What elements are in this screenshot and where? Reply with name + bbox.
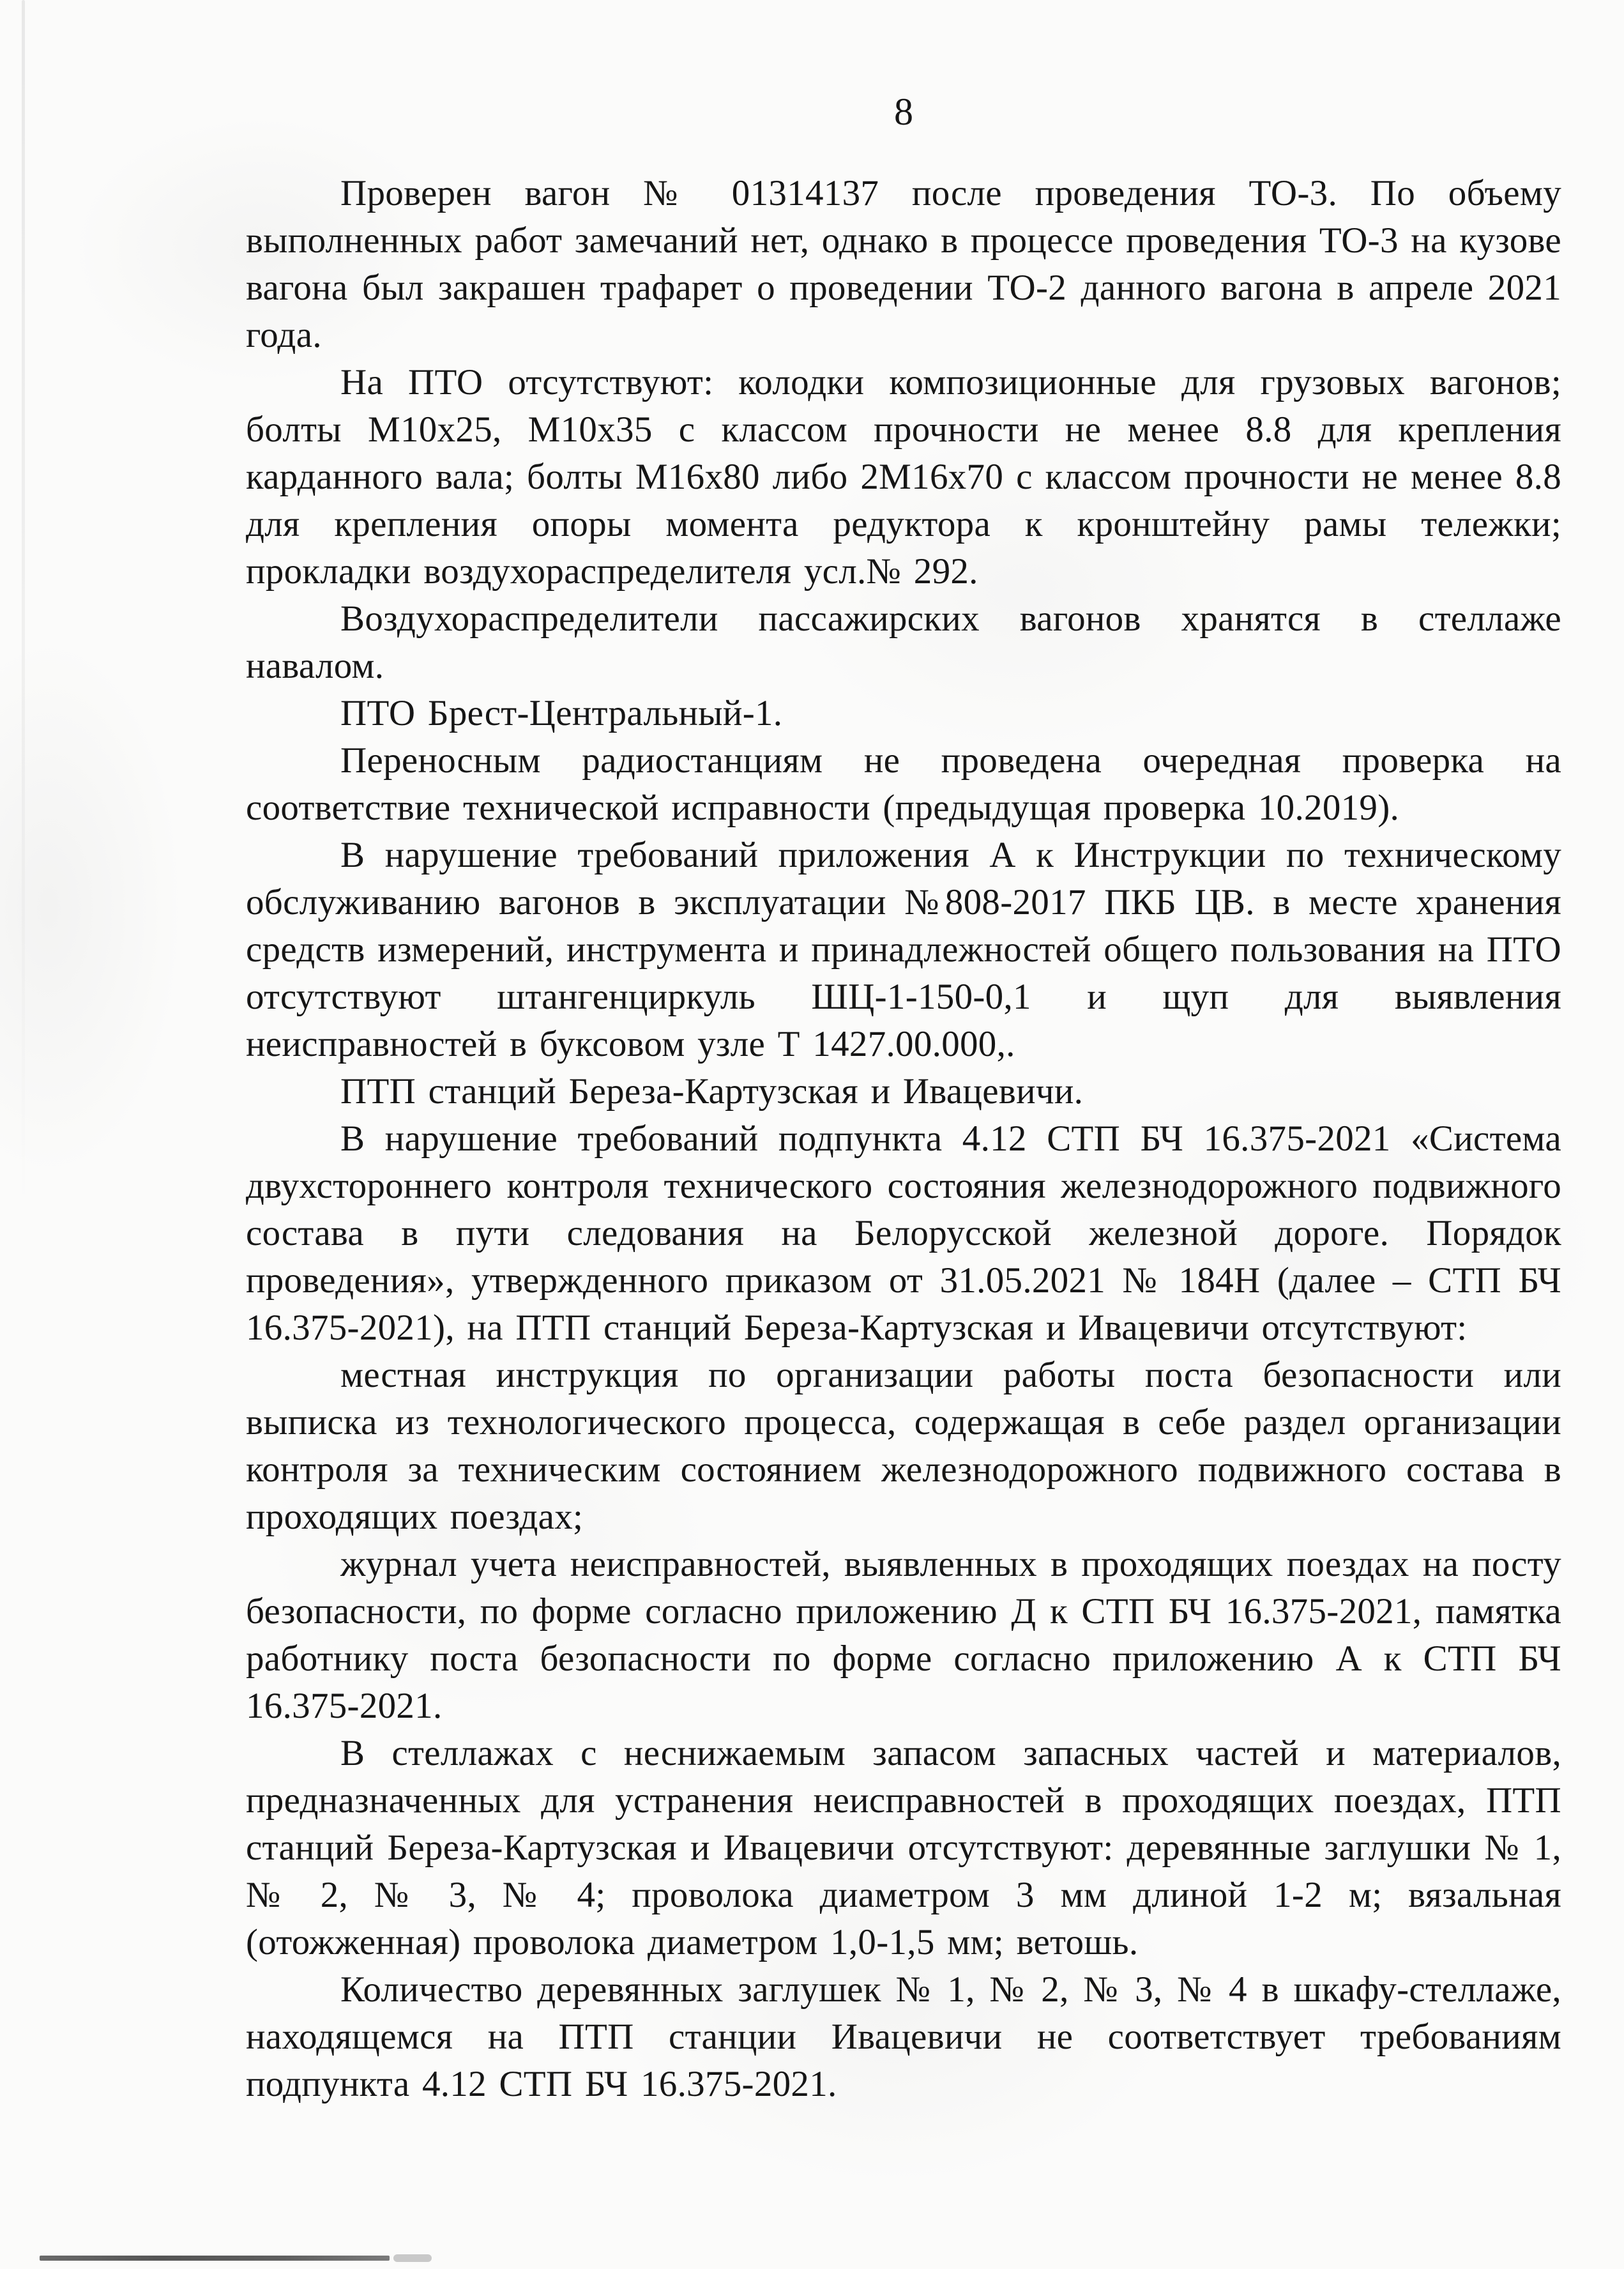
paragraph: Проверен вагон № 01314137 после проведения ТО-3. По объему выполненных работ замечаний нет, однако в процессе проведения ТО-3 на кузове вагона был закрашен трафарет о проведении ТО-2 данного вагона в апреле 2021 года. (246, 173, 1562, 355)
scan-artifact-bottom-line-tail (393, 2254, 432, 2262)
paragraph: местная инструкция по организации работы поста безопасности или выписка из технологического процесса, содержащая в себе раздел организации контроля за техническим состоянием железнодорожного подвижного состава в проходящих поездах; (246, 1355, 1561, 1537)
page-number: 8 (894, 91, 913, 133)
paragraph: Воздухораспределители пассажирских вагонов хранятся в стеллаже навалом. (246, 599, 1561, 686)
paragraph: Переносным радиостанциям не проведена очередная проверка на соответствие технической исправности (предыдущая проверка 10.2019). (246, 740, 1561, 828)
paragraph: журнал учета неисправностей, выявленных в проходящих поездах на посту безопасности, по форме согласно приложению Д к СТП БЧ 16.375-2021, памятка работнику поста безопасности по форме согласно приложению А к СТП БЧ 16.375-2021. (246, 1544, 1561, 1726)
paragraph: ПТП станций Береза-Картузская и Ивацевичи. (340, 1071, 1084, 1112)
paragraph: В стеллажах с неснижаемым запасом запасных частей и материалов, предназначенных для устранения неисправностей в проходящих поездах, ПТП станций Береза-Картузская и Ивацевичи отсутствуют: деревянные заглушки № 1, № 2, № 3, № 4; проволока диаметром 3 мм длиной 1-2 м; вязальная (отожженная) проволока диаметром 1,0-1,5 мм; ветошь. (246, 1733, 1561, 1962)
document-body (246, 170, 1561, 2108)
scan-artifact-left-streak (22, 0, 25, 1214)
paragraph: Количество деревянных заглушек № 1, № 2, № 3, № 4 в шкафу-стеллаже, находящемся на ПТП станции Ивацевичи не соответствует требованиям подпункта 4.12 СТП БЧ 16.375-2021. (246, 1969, 1561, 2104)
paragraph: В нарушение требований приложения А к Инструкции по техническому обслуживанию вагонов в эксплуатации №808-2017 ПКБ ЦВ. в месте хранения средств измерений, инструмента и принадлежностей общего пользования на ПТО отсутствуют штангенциркуль ШЦ-1-150-0,1 и щуп для выявления неисправностей в буксовом узле Т 1427.00.000,. (246, 835, 1561, 1064)
paragraph: На ПТО отсутствуют: колодки композиционные для грузовых вагонов; болты М10х25, М10х35 с классом прочности не менее 8.8 для крепления карданного вала; болты М16х80 либо 2М16х70 с классом прочности не менее 8.8 для крепления опоры момента редуктора к кронштейну рамы тележки; прокладки воздухораспределителя усл.№ 292. (246, 362, 1561, 592)
scan-artifact-bottom-line (40, 2256, 390, 2261)
paragraph: В нарушение требований подпункта 4.12 СТП БЧ 16.375-2021 «Система двухстороннего контроля технического состояния железнодорожного подвижного состава в пути следования на Белорусской железной дороге. Порядок проведения», утвержденного приказом от 31.05.2021 № 184Н (далее – СТП БЧ 16.375-2021), на ПТП станций Береза-Картузская и Ивацевичи отсутствуют: (246, 1119, 1561, 1348)
paragraph: ПТО Брест-Центральный-1. (340, 693, 783, 733)
